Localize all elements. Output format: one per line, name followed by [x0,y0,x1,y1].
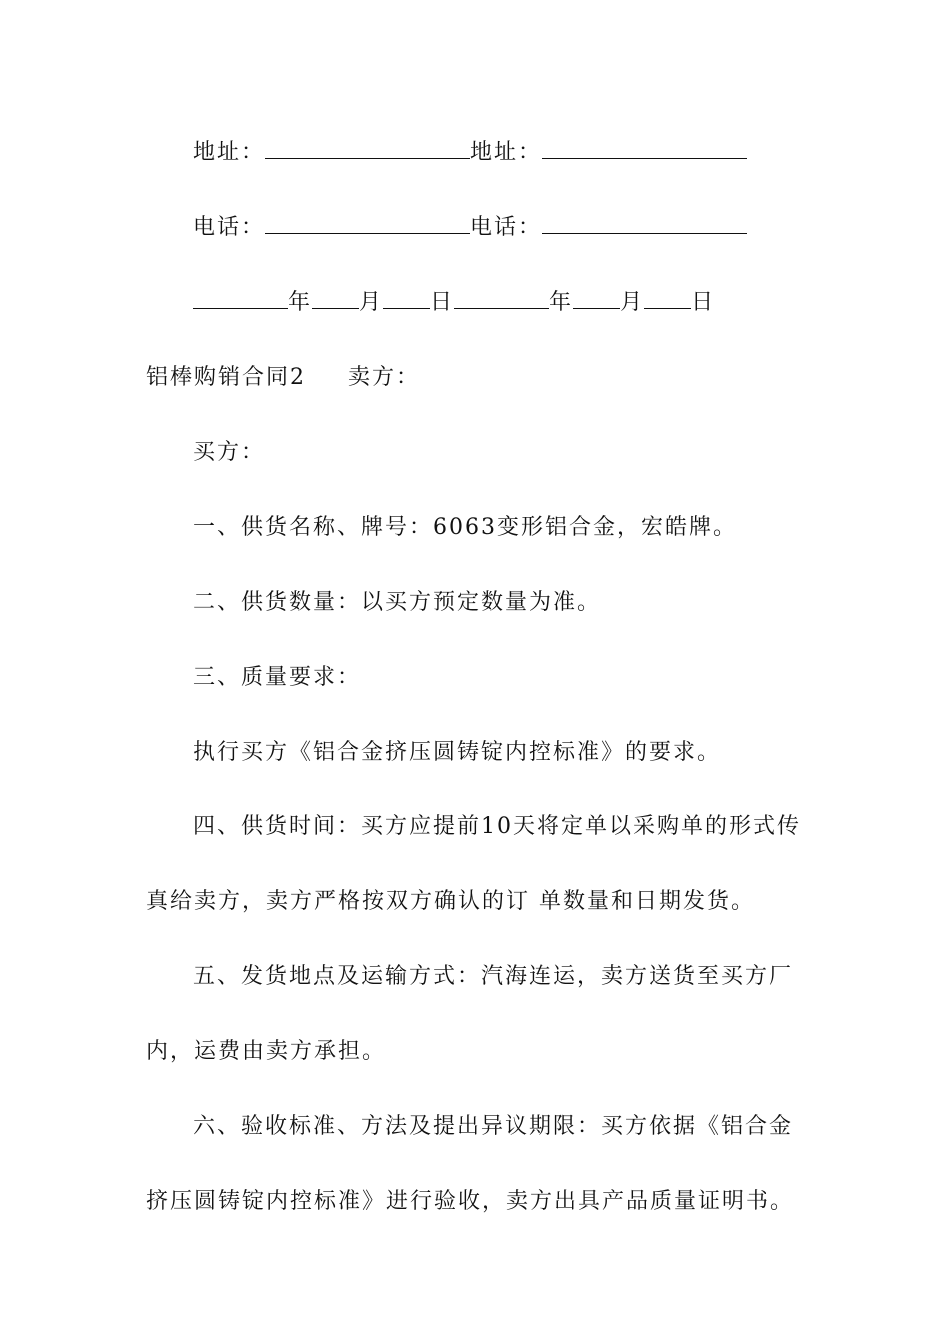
clause-line: 三、质量要求： [193,665,362,690]
year-label-left: 年 [288,290,313,315]
date-row [193,288,715,318]
buyer-label: 买方： [193,440,266,465]
year-blank-right [454,288,549,309]
year-blank-left [193,288,288,309]
seller-label: 卖方： [348,365,421,390]
address-label-right: 地址： [470,140,543,165]
day-label-left: 日 [430,290,455,315]
clause-line: 五、发货地点及运输方式：汽海连运，卖方送货至买方厂 [193,964,794,989]
clause-line: 一、供货名称、牌号：6063变形铝合金，宏皓牌。 [193,515,737,540]
month-label-right: 月 [620,290,645,315]
phone-label-left: 电话： [193,215,266,240]
day-label-right: 日 [691,290,716,315]
contract-title: 铝棒购销合同2 [146,365,306,390]
phone-row [193,213,747,243]
contract-title-row [146,363,420,393]
clause-line: 四、供货时间：买方应提前10天将定单以采购单的形式传 [193,814,801,839]
clause-line: 挤压圆铸锭内控标准》进行验收，卖方出具产品质量证明书。 [146,1189,795,1214]
address-blank-right [542,138,747,159]
clause-line: 内，运费由卖方承担。 [146,1039,387,1064]
clause-line: 真给卖方，卖方严格按双方确认的订 单数量和日期发货。 [146,889,755,914]
clause-line: 六、验收标准、方法及提出异议期限：买方依据《铝合金 [193,1114,794,1139]
day-blank-left [383,288,430,309]
clause-line: 二、供货数量：以买方预定数量为准。 [193,590,602,615]
buyer-row [193,438,265,468]
year-label-right: 年 [549,290,574,315]
address-label-left: 地址： [193,140,266,165]
address-row [193,138,747,168]
phone-blank-right [542,213,747,234]
phone-label-right: 电话： [470,215,543,240]
phone-blank-left [265,213,470,234]
month-blank-left [312,288,359,309]
month-label-left: 月 [359,290,384,315]
address-blank-left [265,138,470,159]
month-blank-right [573,288,620,309]
clause-line: 执行买方《铝合金挤压圆铸锭内控标准》的要求。 [193,740,722,765]
day-blank-right [644,288,691,309]
